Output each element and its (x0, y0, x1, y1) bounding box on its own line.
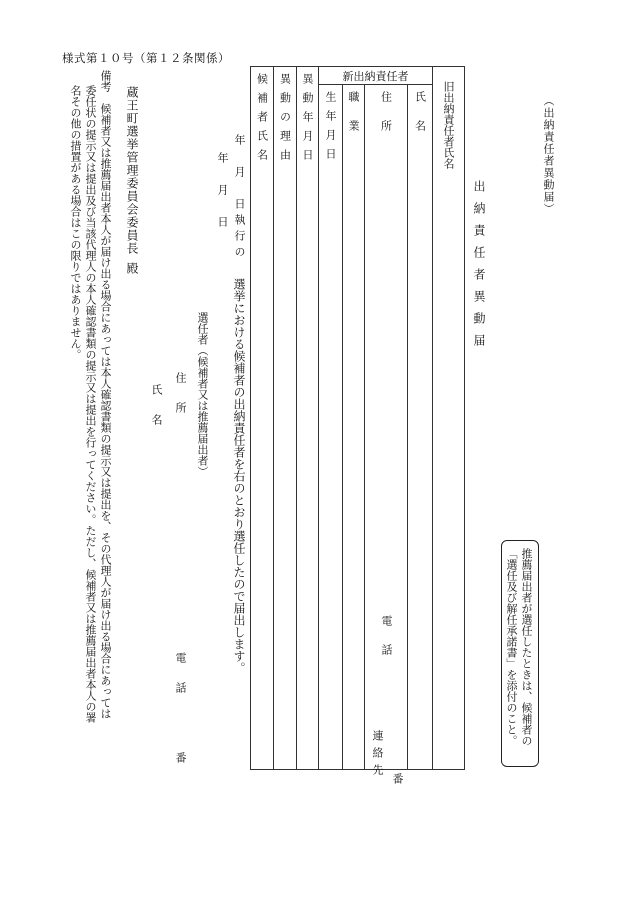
col-old-name-label: 旧出納責任者氏名 (442, 81, 455, 169)
side-note-title: （出納責任者異動届） (542, 95, 555, 215)
appointer-label: 選任者（候補者又は推薦届出者） (196, 312, 209, 477)
col-address-label: 住所 (379, 91, 393, 149)
submit-date: 年 月 日 (216, 152, 229, 232)
col-birth-label: 生年月日 (324, 91, 337, 167)
remarks-line3: 名その他の措置がある場合はこの限りではありません。 (69, 85, 82, 360)
appointer-phone-number-label: 番 (174, 752, 187, 763)
new-cashier-header: 新出納責任者 (319, 67, 433, 85)
remarks-line2: 委任状の提示又は提出及び当該代理人の本人確認書類の提示又は提出を行ってください。ただし、候補者又は推薦届出者本人の署 (84, 85, 97, 723)
change-date-cell (297, 67, 319, 770)
col-reason-label: 異動の理由 (278, 73, 292, 168)
address-cell (365, 85, 408, 784)
phone-label: 電話 (380, 615, 393, 673)
addressee: 蔵王町選挙管理委員会委員長 (125, 86, 139, 255)
election-date-prefix: 年 月 日執行の (233, 134, 246, 262)
birth-date-cell (319, 85, 343, 770)
col-candidate-label: 候補者氏名 (255, 73, 269, 168)
candidate-name-cell (251, 67, 274, 770)
contact-number-label: 番 (391, 773, 404, 784)
statement-text: 選挙における候補者の出納責任者を右のとおり選任したので届出します。 (232, 278, 246, 674)
appointer-name-label: 氏 名 (150, 384, 163, 429)
cashier-change-table (250, 66, 465, 784)
col-occupation-label: 職業 (347, 91, 360, 149)
appointer-address-label: 住 所 (174, 372, 187, 417)
name-cell (408, 85, 433, 770)
bracket-note-line1: 推薦届出者が選任したときは、候補者の (520, 548, 533, 746)
document-title: 出納責任者異動届 (472, 180, 486, 356)
form-number: 様式第１０号（第１２条関係） (62, 51, 230, 65)
old-cashier-cell (433, 67, 465, 770)
col-date-label: 異動年月日 (301, 73, 314, 168)
occupation-cell (343, 85, 365, 770)
bracket-note-line2: 「選任及び解任承諾書」を添付のこと。 (505, 548, 518, 746)
appointer-phone-label: 電 話 (174, 652, 187, 697)
remarks-line1: 備考 候補者又は推薦届出者本人が届け出る場合にあっては本人確認書類の提示又は提出を、その代理人が届け出る場合にあっては (99, 70, 112, 719)
reason-cell (274, 67, 297, 770)
col-name-label: 氏名 (413, 91, 427, 149)
contact-label: 連絡先 (371, 730, 384, 781)
honorific: 殿 (125, 262, 139, 274)
